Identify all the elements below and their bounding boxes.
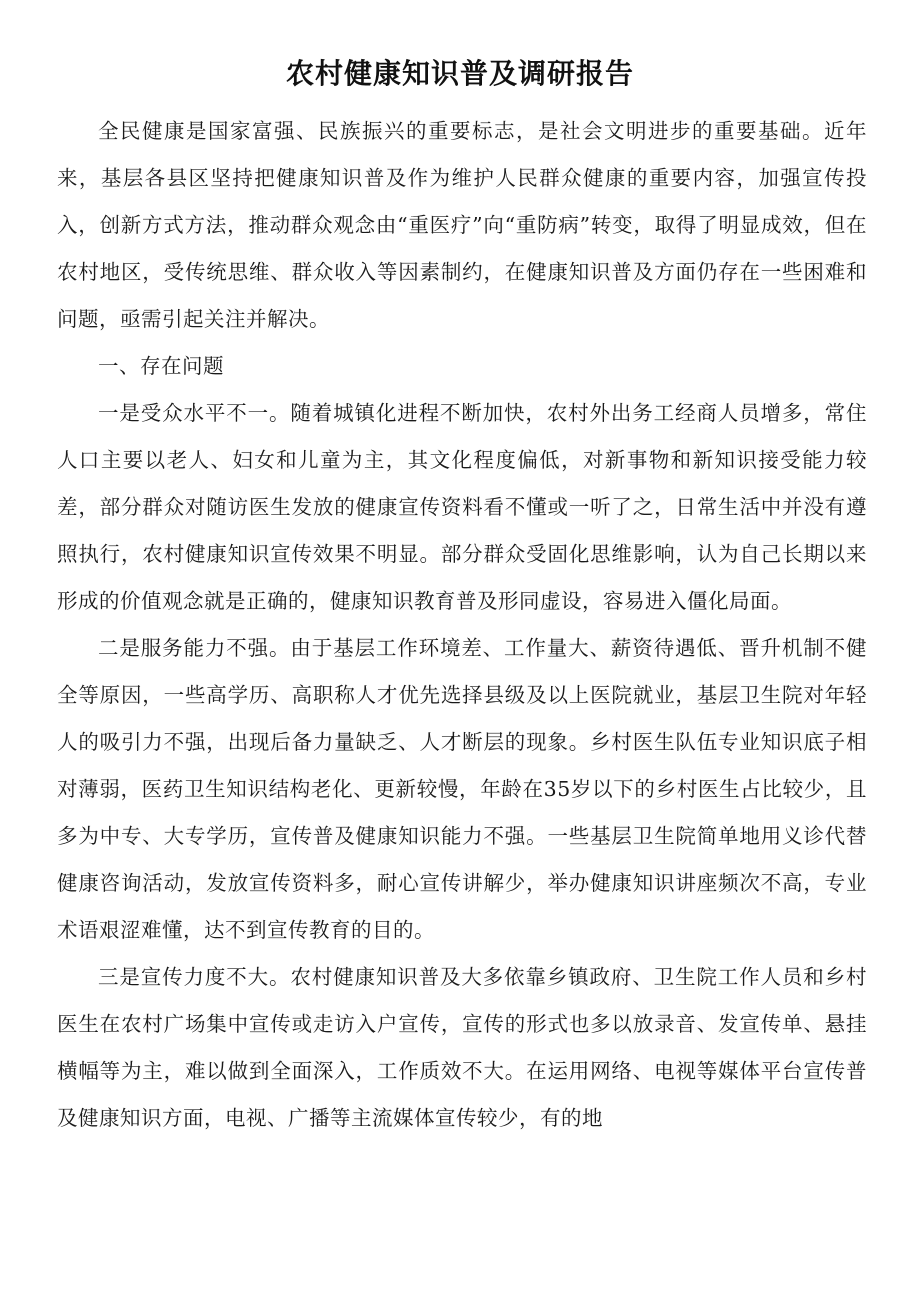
paragraph-intro: 全民健康是国家富强、民族振兴的重要标志，是社会文明进步的重要基础。近年来，基层各县区坚持把健康知识普及作为维护人民群众健康的重要内容，加强宣传投入，创新方式方法，推动群众观念由“重医疗”向“重防病”转变，取得了明显成效，但在农村地区，受传统思维、群众收入等因素制约，在健康知识普及方面仍存在一些困难和问题，亟需引起关注并解决。	[57, 119, 867, 331]
paragraph-service-capacity: 二是服务能力不强。由于基层工作环境差、工作量大、薪资待遇低、晋升机制不健全等原因，一些高学历、高职称人才优先选择县级及以上医院就业，基层卫生院对年轻人的吸引力不强，出现后备力量缺乏、人才断层的现象。乡村医生队伍专业知识底子相对薄弱，医药卫生知识结构老化、更新较慢，年龄在35岁以下的乡村医生占比较少，且多为中专、大专学历，宣传普及健康知识能力不强。一些基层卫生院简单地用义诊代替健康咨询活动，发放宣传资料多，耐心宣传讲解少，举办健康知识讲座频次不高，专业术语艰涩难懂，达不到宣传教育的目的。	[57, 636, 867, 942]
document-title: 农村健康知识普及调研报告	[285, 57, 634, 90]
section-heading-problems: 一、存在问题	[98, 354, 224, 378]
document-body	[57, 108, 867, 1142]
paragraph-audience-level: 一是受众水平不一。随着城镇化进程不断加快，农村外出务工经商人员增多，常住人口主要以老人、妇女和儿童为主，其文化程度偏低，对新事物和新知识接受能力较差，部分群众对随访医生发放的健康宣传资料看不懂或一听了之，日常生活中并没有遵照执行，农村健康知识宣传效果不明显。部分群众受固化思维影响，认为自己长期以来形成的价值观念就是正确的，健康知识教育普及形同虚设，容易进入僵化局面。	[57, 401, 867, 613]
paragraph-publicity-effort: 三是宣传力度不大。农村健康知识普及大多依靠乡镇政府、卫生院工作人员和乡村医生在农村广场集中宣传或走访入户宣传，宣传的形式也多以放录音、发宣传单、悬挂横幅等为主，难以做到全面深入，工作质效不大。在运用网络、电视等媒体平台宣传普及健康知识方面，电视、广播等主流媒体宣传较少，有的地	[57, 965, 867, 1130]
